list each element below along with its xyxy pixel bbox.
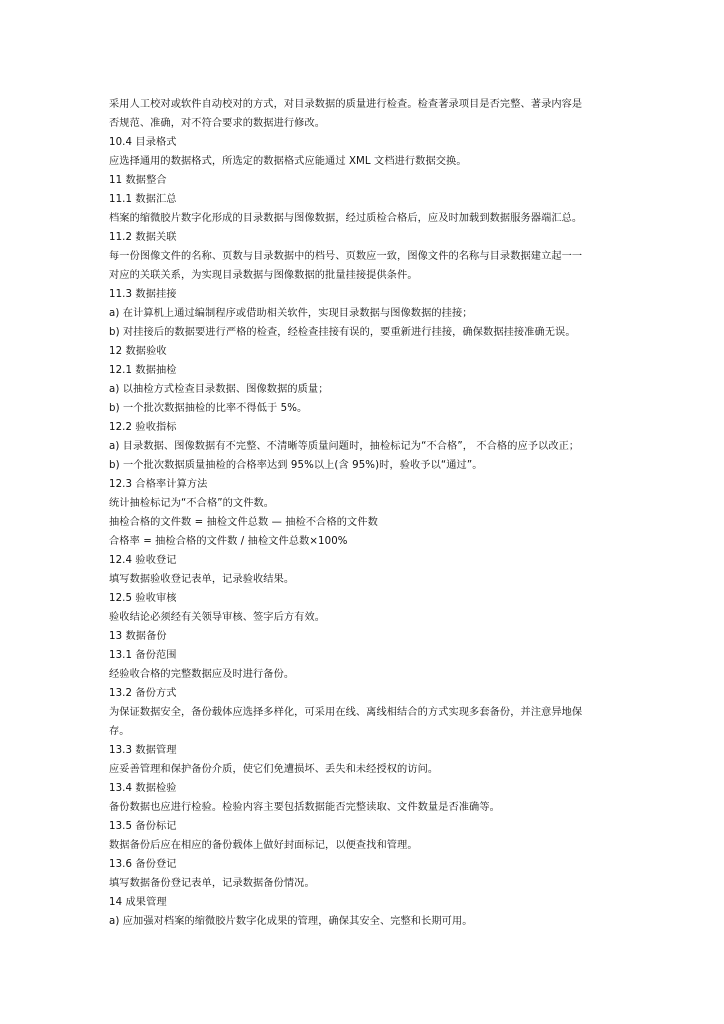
body-text: 采用人工校对或软件自动校对的方式，对目录数据的质量进行检查。检查著录项目是否完整、著录内容是 xyxy=(109,99,583,110)
section-heading: 12.1 数据抽检 xyxy=(109,365,177,376)
section-heading: 13.4 数据检验 xyxy=(109,783,177,794)
section-heading: 12.4 验收登记 xyxy=(109,555,177,566)
body-text: 验收结论必须经有关领导审核、签字后方有效。 xyxy=(109,612,326,623)
section-heading: 13.2 备份方式 xyxy=(109,688,177,699)
formula: 合格率 = 抽检合格的文件数 / 抽检文件总数×100% xyxy=(109,536,348,547)
list-item: a) 以抽检方式检查目录数据、图像数据的质量； xyxy=(109,384,329,395)
body-text: 档案的缩微胶片数字化形成的目录数据与图像数据，经过质检合格后，应及时加载到数据服务器端汇总。 xyxy=(109,213,583,224)
section-heading: 10.4 目录格式 xyxy=(109,137,177,148)
section-heading: 14 成果管理 xyxy=(109,897,167,908)
section-heading: 13.1 备份范围 xyxy=(109,650,177,661)
section-heading: 13 数据备份 xyxy=(109,631,167,642)
section-heading: 13.5 备份标记 xyxy=(109,821,177,832)
list-item: b) 一个批次数据抽检的比率不得低于 5%。 xyxy=(109,403,308,414)
body-text: 经验收合格的完整数据应及时进行备份。 xyxy=(109,669,295,680)
body-text: 备份数据也应进行检验。检验内容主要包括数据能否完整读取、文件数量是否准确等。 xyxy=(109,802,500,813)
section-heading: 12.3 合格率计算方法 xyxy=(109,479,208,490)
section-heading: 12 数据验收 xyxy=(109,346,167,357)
body-text: 为保证数据安全，备份载体应选择多样化，可采用在线、离线相结合的方式实现多套备份，并注意异地保 xyxy=(109,707,583,718)
list-item: a) 应加强对档案的缩微胶片数字化成果的管理，确保其安全、完整和长期可用。 xyxy=(109,916,473,927)
section-heading: 13.3 数据管理 xyxy=(109,745,177,756)
section-heading: 11.3 数据挂接 xyxy=(109,289,177,300)
body-text: 存。 xyxy=(109,726,130,737)
section-heading: 11.1 数据汇总 xyxy=(109,194,177,205)
list-item: a) 在计算机上通过编制程序或借助相关软件，实现目录数据与图像数据的挂接； xyxy=(109,308,473,319)
body-text: 统计抽检标记为“不合格”的文件数。 xyxy=(109,498,275,509)
formula: 抽检合格的文件数 = 抽检文件总数 — 抽检不合格的文件数 xyxy=(109,517,378,528)
section-heading: 11 数据整合 xyxy=(109,175,167,186)
body-text: 应妥善管理和保护备份介质，使它们免遭损坏、丢失和未经授权的访问。 xyxy=(109,764,439,775)
section-heading: 12.5 验收审核 xyxy=(109,593,177,604)
list-item: a) 目录数据、图像数据有不完整、不清晰等质量问题时，抽检标记为“不合格”， 不合格的应予以改正； xyxy=(109,441,580,452)
section-heading: 12.2 验收指标 xyxy=(109,422,177,433)
body-text: 数据备份后应在相应的备份载体上做好封面标记，以便查找和管理。 xyxy=(109,840,418,851)
body-text: 填写数据验收登记表单，记录验收结果。 xyxy=(109,574,295,585)
document-body xyxy=(109,95,619,931)
body-text: 否规范、准确，对不符合要求的数据进行修改。 xyxy=(109,118,326,129)
section-heading: 13.6 备份登记 xyxy=(109,859,177,870)
list-item: b) 一个批次数据质量抽检的合格率达到 95%以上(含 95%)时，验收予以“通过”。 xyxy=(109,460,483,471)
body-text: 对应的关联关系，为实现目录数据与图像数据的批量挂接提供条件。 xyxy=(109,270,418,281)
section-heading: 11.2 数据关联 xyxy=(109,232,177,243)
list-item: b) 对挂接后的数据要进行严格的检查，经检查挂接有误的，要重新进行挂接，确保数据挂接准确无误。 xyxy=(109,327,576,338)
body-text: 填写数据备份登记表单，记录数据备份情况。 xyxy=(109,878,315,889)
body-text: 应选择通用的数据格式，所选定的数据格式应能通过 XML 文档进行数据交换。 xyxy=(109,156,467,167)
body-text: 每一份图像文件的名称、页数与目录数据中的档号、页数应一致，图像文件的名称与目录数据建立起一一 xyxy=(109,251,583,262)
